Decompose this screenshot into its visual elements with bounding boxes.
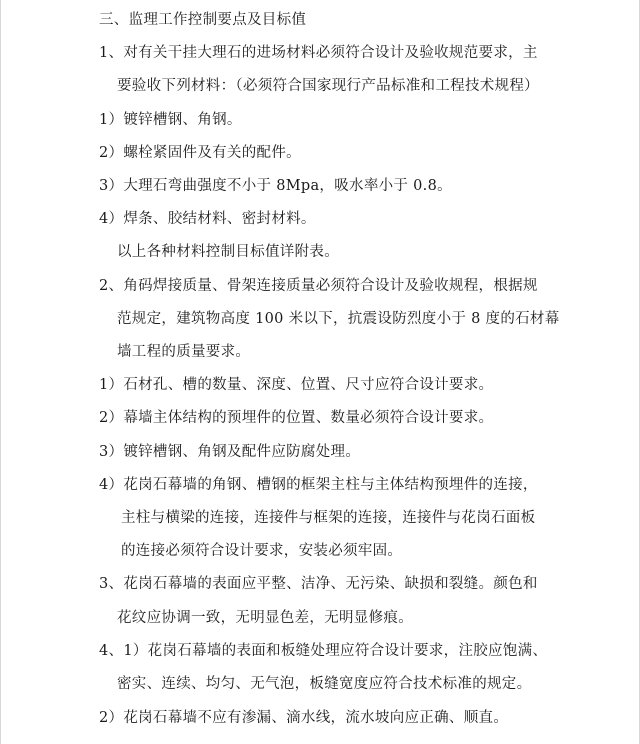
list-item: 1）镀锌槽钢、角钢。 [99, 112, 242, 128]
list-item: 4）焊条、胶结材料、密封材料。 [99, 211, 316, 227]
paragraph-line: 墙工程的质量要求。 [117, 344, 251, 360]
paragraph-line: 密实、连续、均匀、无气泡，板缝宽度应符合技术标准的规定。 [117, 676, 532, 692]
paragraph-line: 主柱与横梁的连接，连接件与框架的连接，连接件与花岗石面板 [121, 510, 536, 526]
paragraph-line: 以上各种材料控制目标值详附表。 [117, 244, 339, 260]
section-heading: 三、监理工作控制要点及目标值 [99, 12, 307, 28]
list-item: 2）螺栓紧固件及有关的配件。 [99, 145, 301, 161]
paragraph-line: 1、对有关干挂大理石的进场材料必须符合设计及验收规范要求，主 [99, 45, 538, 61]
paragraph-line: 要验收下列材料：（必须符合国家现行产品标准和工程技术规程） [117, 78, 539, 94]
list-item: 3）镀锌槽钢、角钢及配件应防腐处理。 [99, 444, 361, 460]
paragraph-line: 4、1）花岗石幕墙的表面和板缝处理应符合设计要求，注胶应饱满、 [99, 643, 548, 659]
paragraph-line: 的连接必须符合设计要求，安装必须牢固。 [121, 543, 403, 559]
list-item: 3）大理石弯曲强度不小于 8Mpa，吸水率小于 0.8。 [99, 178, 452, 194]
paragraph-line: 3、花岗石幕墙的表面应平整、洁净、无污染、缺损和裂缝。颜色和 [99, 576, 538, 592]
paragraph-line: 2、角码焊接质量、骨架连接质量必须符合设计及验收规程，根据规 [99, 278, 538, 294]
paragraph-line: 范规定，建筑物高度 100 米以下，抗震设防烈度小于 8 度的石材幕 [117, 311, 560, 327]
list-item: 2）花岗石幕墙不应有渗漏、滴水线，流水坡向应正确、顺直。 [99, 710, 509, 726]
list-item: 2）幕墙主体结构的预埋件的位置、数量必须符合设计要求。 [99, 410, 494, 426]
paragraph-line: 花纹应协调一致，无明显色差，无明显修痕。 [117, 610, 413, 626]
list-item: 1）石材孔、槽的数量、深度、位置、尺寸应符合设计要求。 [99, 377, 494, 393]
list-item: 4）花岗石幕墙的角钢、槽钢的框架主柱与主体结构预埋件的连接， [99, 477, 538, 493]
